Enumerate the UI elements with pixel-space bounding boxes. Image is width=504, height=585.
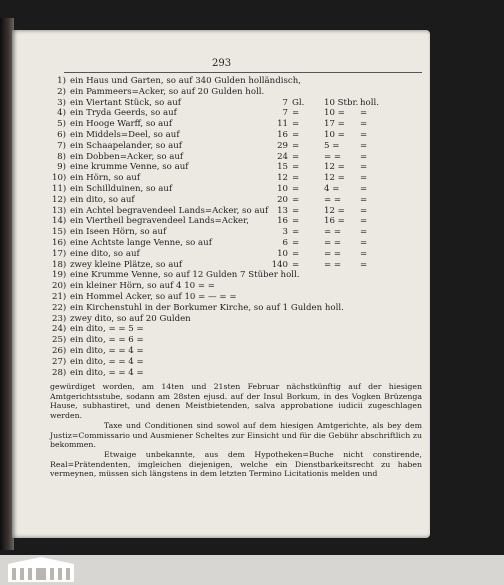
list-item-c3: 5 = bbox=[324, 140, 340, 151]
list-item-label: zwey dito, so auf 20 Gulden bbox=[70, 313, 191, 324]
list-item-n: 1) bbox=[57, 76, 66, 86]
list-item bbox=[52, 162, 428, 173]
list-item-n: 13) bbox=[52, 205, 67, 216]
paragraph-auction: gewürdiget worden, am 14ten und 21sten Februar nächstkünftig auf der hiesigen Amtgerichtsstube, sodann am 28sten ejusd. auf der Insul Borkum, in des Vogken Brüzenga Hause, subhastiret, und denen Meistbietenden, salva approbatione iudicii zugeschlagen werden. bbox=[50, 382, 422, 420]
list-item-c2: = bbox=[292, 205, 300, 216]
list-item-c2: = bbox=[292, 162, 300, 173]
document-page bbox=[12, 30, 430, 538]
list-item-c2: = bbox=[292, 119, 300, 130]
list-item-label: ein Viertant Stück, so auf bbox=[70, 97, 181, 108]
list-item-c2: = bbox=[292, 140, 300, 151]
list-item-label: ein dito, so auf bbox=[70, 194, 135, 205]
list-item bbox=[52, 281, 428, 292]
list-item-c1: 3 bbox=[282, 227, 288, 238]
list-item-c1: 15 bbox=[277, 162, 288, 173]
list-item-n: 28) bbox=[52, 367, 67, 378]
list-item-c3: 10 = bbox=[324, 108, 345, 119]
list-item-c3: = = bbox=[324, 151, 342, 162]
list-item-label: ein Hörn, so auf bbox=[70, 173, 141, 184]
list-item-label: ein Iseen Hörn, so auf bbox=[70, 227, 167, 238]
list-item-c1: 16 bbox=[277, 129, 288, 140]
list-item-label: ein dito, = = 6 = bbox=[70, 335, 144, 346]
list-item-n: 18) bbox=[52, 259, 67, 270]
list-item-c1: 11 bbox=[277, 119, 288, 130]
list-item-n: 9) bbox=[57, 162, 66, 173]
list-item-n: 6) bbox=[57, 129, 66, 140]
list-item-n: 26) bbox=[52, 345, 67, 356]
list-item-c1: 7 bbox=[282, 97, 288, 108]
list-item-label: ein Pammeers=Acker, so auf 20 Gulden holl. bbox=[70, 86, 265, 97]
list-item-c4: = bbox=[360, 162, 368, 173]
list-item-c3: 12 = bbox=[324, 205, 345, 216]
list-item bbox=[52, 216, 428, 227]
list-item-label: zwey kleine Plätze, so auf bbox=[70, 259, 183, 270]
list-item bbox=[52, 152, 428, 163]
list-item-n: 11) bbox=[52, 183, 67, 194]
list-item-c1: 10 bbox=[277, 248, 288, 259]
list-item bbox=[52, 108, 428, 119]
list-item-c1: 140 bbox=[271, 259, 288, 270]
list-item-n: 21) bbox=[52, 291, 67, 302]
list-item-c4: = bbox=[360, 129, 368, 140]
list-item-label: eine Krumme Venne, so auf 12 Gulden 7 Stüber holl. bbox=[70, 270, 300, 281]
list-item bbox=[52, 292, 428, 303]
list-item-c1: 13 bbox=[277, 205, 288, 216]
list-item bbox=[52, 173, 428, 184]
list-item-c3: = = bbox=[324, 259, 342, 270]
list-item bbox=[52, 141, 428, 152]
list-item-n: 10) bbox=[52, 173, 67, 184]
list-item bbox=[52, 335, 428, 346]
list-item bbox=[52, 303, 428, 314]
list-item-n: 2) bbox=[57, 86, 66, 97]
list-item-n: 24) bbox=[52, 324, 67, 335]
list-item-label: ein Tryda Geerds, so auf bbox=[70, 108, 177, 119]
list-item-n: 4) bbox=[57, 108, 66, 119]
list-item-label: ein Haus und Garten, so auf 340 Gulden holländisch, bbox=[70, 76, 301, 86]
list-item-n: 22) bbox=[52, 302, 67, 313]
page-number: 293 bbox=[212, 58, 232, 69]
list-item-n: 5) bbox=[57, 119, 66, 130]
list-item-c3: = = bbox=[324, 194, 342, 205]
list-item-c3: 10 = bbox=[324, 129, 345, 140]
list-item-c1: 16 bbox=[277, 216, 288, 227]
list-item-c2: = bbox=[292, 173, 300, 184]
list-item bbox=[52, 87, 428, 98]
list-item-c4: = bbox=[360, 173, 368, 184]
list-item-label: ein dito, = = 4 = bbox=[70, 345, 144, 356]
list-item-label: eine krumme Venne, so auf bbox=[70, 162, 189, 173]
list-item-c2: = bbox=[292, 216, 300, 227]
list-item-c4: = bbox=[360, 108, 368, 119]
list-item-n: 14) bbox=[52, 216, 67, 227]
list-item-c2: = bbox=[292, 151, 300, 162]
list-item bbox=[52, 119, 428, 130]
list-item-c1: 20 bbox=[277, 194, 288, 205]
list-item-c2: Gl. bbox=[292, 97, 305, 108]
list-item-c3: 12 = bbox=[324, 173, 345, 184]
list-item bbox=[52, 260, 428, 271]
list-item-c2: = bbox=[292, 248, 300, 259]
list-item bbox=[52, 227, 428, 238]
library-logo-icon bbox=[6, 556, 76, 584]
list-item bbox=[52, 368, 428, 379]
list-item bbox=[52, 238, 428, 249]
list-item-label: eine dito, so auf bbox=[70, 248, 140, 259]
list-item-n: 23) bbox=[52, 313, 67, 324]
list-item-c4: = bbox=[360, 237, 368, 248]
list-item-c4: = bbox=[360, 205, 368, 216]
list-item-label: ein Middels=Deel, so auf bbox=[70, 129, 180, 140]
list-item-c1: 24 bbox=[277, 151, 288, 162]
list-item-c4: = bbox=[360, 119, 368, 130]
list-item-label: ein dito, = = 4 = bbox=[70, 367, 144, 378]
list-item-n: 8) bbox=[57, 151, 66, 162]
list-item-c4: = bbox=[360, 183, 368, 194]
list-item-label: ein dito, = = 5 = bbox=[70, 324, 144, 335]
list-item-n: 3) bbox=[57, 97, 66, 108]
list-item-c1: 6 bbox=[282, 237, 288, 248]
list-item-c4: = bbox=[360, 216, 368, 227]
list-item-label: ein Hommel Acker, so auf 10 = — = = bbox=[70, 291, 237, 302]
list-item-c4: = bbox=[360, 194, 368, 205]
paragraph-claimants: Etwaige unbekannte, aus dem Hypotheken=Buche nicht constirende, Real=Prätendenten, imgleichen diejenigen, welche ein Dienstbarkeitsrecht zu haben vermeynen, müssen sich längstens in dem letzten Termino Licitationis melden und bbox=[50, 450, 422, 479]
list-item bbox=[52, 357, 428, 368]
list-item-c1: 29 bbox=[277, 140, 288, 151]
list-item-label: ein Achtel begravendeel Lands=Acker, so auf bbox=[70, 205, 269, 216]
property-list bbox=[52, 76, 428, 378]
list-item-n: 12) bbox=[52, 194, 67, 205]
list-item bbox=[52, 195, 428, 206]
list-item-c3: 17 = bbox=[324, 119, 345, 130]
list-item-n: 25) bbox=[52, 335, 67, 346]
list-item-n: 27) bbox=[52, 356, 67, 367]
list-item bbox=[52, 98, 428, 109]
list-item-c3: 16 = bbox=[324, 216, 345, 227]
list-item-c2: = bbox=[292, 194, 300, 205]
list-item-n: 15) bbox=[52, 227, 67, 238]
list-item-label: ein Schillduinen, so auf bbox=[70, 183, 173, 194]
list-item-c3: 4 = bbox=[324, 183, 340, 194]
list-item-c3: = = bbox=[324, 227, 342, 238]
list-item bbox=[52, 324, 428, 335]
list-item bbox=[52, 206, 428, 217]
list-item-c4: = bbox=[360, 151, 368, 162]
list-item-c3: = = bbox=[324, 237, 342, 248]
list-item-c2: = bbox=[292, 183, 300, 194]
header-rule bbox=[64, 72, 422, 73]
list-item-c4: = bbox=[360, 259, 368, 270]
list-item-c3: 10 Stbr. bbox=[324, 97, 359, 108]
list-item-n: 17) bbox=[52, 248, 67, 259]
list-item-c2: = bbox=[292, 108, 300, 119]
list-item bbox=[52, 130, 428, 141]
list-item-n: 20) bbox=[52, 281, 67, 292]
list-item-c4: = bbox=[360, 248, 368, 259]
list-item bbox=[52, 76, 428, 87]
list-item-c4: holl. bbox=[360, 97, 379, 108]
list-item-c1: 10 bbox=[277, 183, 288, 194]
list-item-label: ein dito, = = 4 = bbox=[70, 356, 144, 367]
list-item-c2: = bbox=[292, 227, 300, 238]
list-item-n: 7) bbox=[57, 140, 66, 151]
list-item-label: ein Hooge Warff, so auf bbox=[70, 119, 172, 130]
list-item-label: ein Kirchenstuhl in der Borkumer Kirche, so auf 1 Gulden holl. bbox=[70, 302, 344, 313]
list-item-c2: = bbox=[292, 129, 300, 140]
list-item-c1: 12 bbox=[277, 173, 288, 184]
list-item-c2: = bbox=[292, 259, 300, 270]
list-item-label: ein Schaapelander, so auf bbox=[70, 140, 182, 151]
list-item-c3: 12 = bbox=[324, 162, 345, 173]
list-item-c4: = bbox=[360, 140, 368, 151]
list-item-c4: = bbox=[360, 227, 368, 238]
list-item bbox=[52, 184, 428, 195]
list-item-label: ein Dobben=Acker, so auf bbox=[70, 151, 184, 162]
list-item bbox=[52, 314, 428, 325]
list-item-n: 19) bbox=[52, 270, 67, 281]
list-item bbox=[52, 346, 428, 357]
list-item-label: ein Viertheil begravendeel Lands=Acker, bbox=[70, 216, 250, 227]
list-item-c2: = bbox=[292, 237, 300, 248]
list-item-c1: 7 bbox=[282, 108, 288, 119]
list-item bbox=[52, 249, 428, 260]
list-item-n: 16) bbox=[52, 237, 67, 248]
list-item bbox=[52, 270, 428, 281]
list-item-c3: = = bbox=[324, 248, 342, 259]
list-item-label: ein kleiner Hörn, so auf 4 10 = = bbox=[70, 281, 216, 292]
list-item-label: eine Achtste lange Venne, so auf bbox=[70, 237, 212, 248]
paragraph-conditions: Taxe und Conditionen sind sowol auf dem hiesigen Amtgerichte, als bey dem Justiz=Commissario und Ausmiener Scheltes zur Einsicht und für die Gebühr abschriftlich zu bekommen. bbox=[50, 421, 422, 450]
